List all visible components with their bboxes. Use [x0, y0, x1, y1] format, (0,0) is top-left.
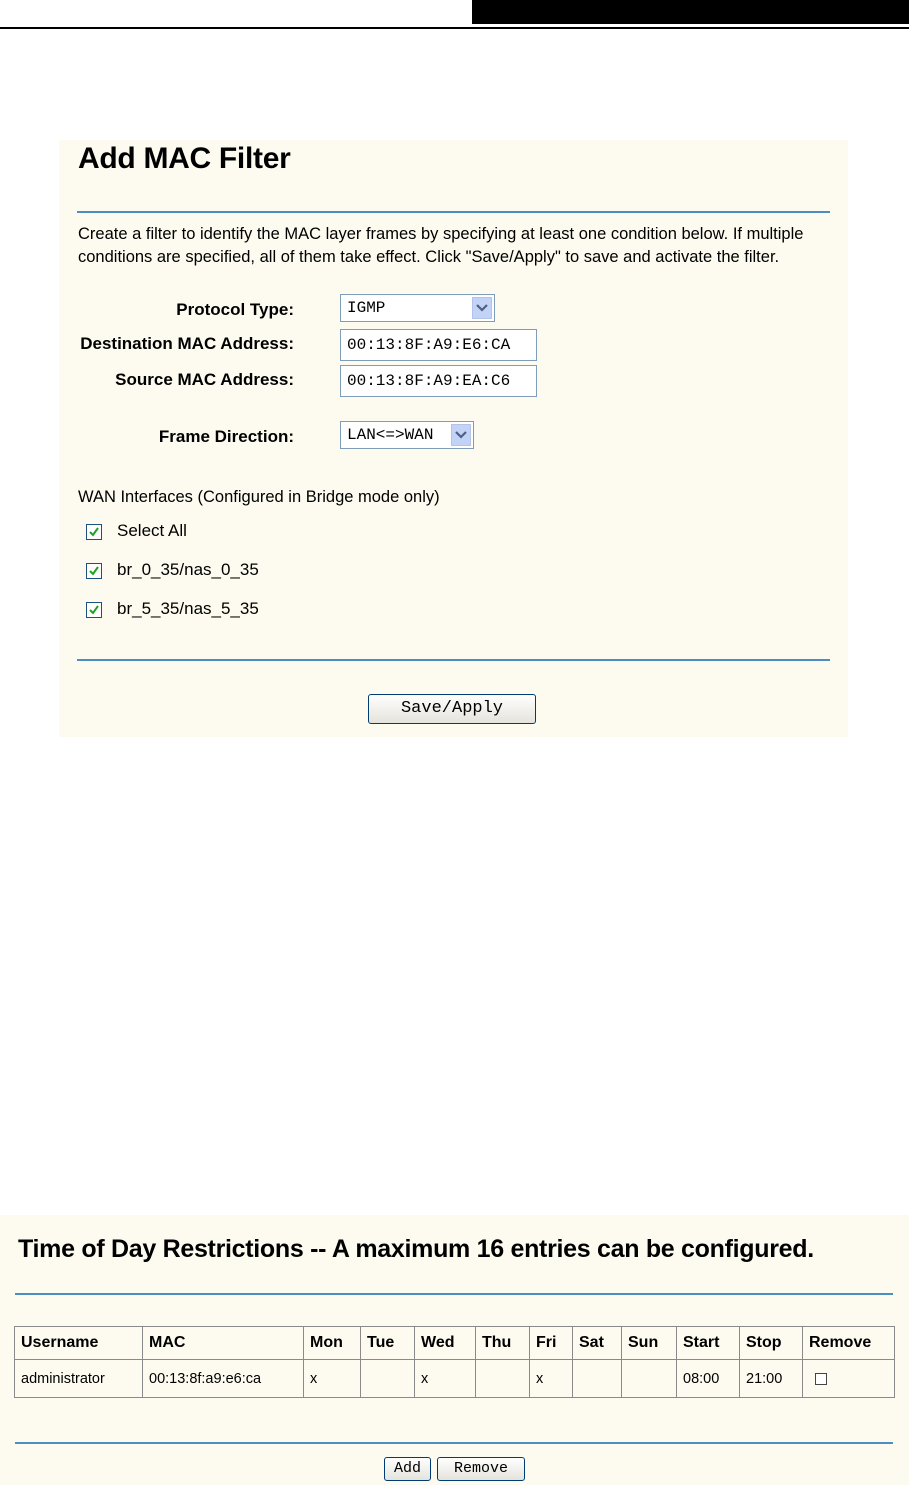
- header-black-bar: [472, 0, 909, 24]
- cell-wed: x: [415, 1360, 476, 1398]
- protocol-type-label: Protocol Type:: [176, 300, 294, 319]
- protocol-type-select[interactable]: [340, 294, 495, 322]
- chevron-down-icon[interactable]: [472, 297, 492, 319]
- cell-mac: 00:13:8f:a9:e6:ca: [143, 1360, 304, 1398]
- wan-interfaces-label: WAN Interfaces (Configured in Bridge mode only): [78, 488, 440, 506]
- protocol-type-value: IGMP: [347, 299, 386, 317]
- column-header: Start: [677, 1327, 740, 1360]
- select-all-checkbox[interactable]: [86, 524, 102, 540]
- remove-button[interactable]: Remove: [437, 1457, 525, 1481]
- interface-label-br5: br_5_35/nas_5_35: [117, 599, 259, 618]
- column-header: Thu: [476, 1327, 530, 1360]
- cell-start: 08:00: [677, 1360, 740, 1398]
- time-of-day-bottom-divider: [15, 1442, 893, 1444]
- cell-mon: x: [304, 1360, 361, 1398]
- column-header: Tue: [361, 1327, 415, 1360]
- column-header: Username: [15, 1327, 143, 1360]
- bottom-divider: [77, 659, 830, 661]
- add-button[interactable]: Add: [384, 1457, 431, 1481]
- column-header: Mon: [304, 1327, 361, 1360]
- cell-fri: x: [530, 1360, 573, 1398]
- interface-checkbox-br0[interactable]: [86, 563, 102, 579]
- frame-direction-select[interactable]: [340, 421, 474, 449]
- frame-direction-value: LAN<=>WAN: [347, 426, 434, 444]
- save-apply-button[interactable]: Save/Apply: [368, 694, 536, 724]
- column-header: Stop: [740, 1327, 803, 1360]
- header-rule: [0, 27, 909, 29]
- checkmark-icon: [88, 565, 100, 577]
- checkmark-icon: [88, 604, 100, 616]
- remove-checkbox[interactable]: [815, 1373, 827, 1385]
- chevron-down-icon[interactable]: [451, 424, 471, 446]
- cell-remove: [803, 1360, 895, 1398]
- source-mac-field[interactable]: [341, 366, 536, 396]
- column-header: Sat: [573, 1327, 622, 1360]
- destination-mac-field[interactable]: [341, 330, 536, 360]
- destination-mac-label: Destination MAC Address:: [80, 334, 294, 353]
- cell-stop: 21:00: [740, 1360, 803, 1398]
- time-of-day-title: Time of Day Restrictions -- A maximum 16 entries can be configured.: [18, 1235, 814, 1263]
- select-all-label: Select All: [117, 521, 187, 540]
- title-divider: [77, 211, 830, 213]
- column-header: Fri: [530, 1327, 573, 1360]
- table-row: [15, 1360, 895, 1398]
- column-header: Remove: [803, 1327, 895, 1360]
- cell-thu: [476, 1360, 530, 1398]
- source-mac-input[interactable]: [340, 365, 537, 397]
- restrictions-table: [14, 1326, 895, 1398]
- cell-sun: [622, 1360, 677, 1398]
- table-header-row: [15, 1327, 895, 1360]
- source-mac-label: Source MAC Address:: [115, 370, 294, 389]
- checkmark-icon: [88, 526, 100, 538]
- interface-checkbox-br5[interactable]: [86, 602, 102, 618]
- cell-sat: [573, 1360, 622, 1398]
- cell-username: administrator: [15, 1360, 143, 1398]
- cell-tue: [361, 1360, 415, 1398]
- column-header: MAC: [143, 1327, 304, 1360]
- interface-label-br0: br_0_35/nas_0_35: [117, 560, 259, 579]
- page-title: Add MAC Filter: [78, 142, 291, 175]
- column-header: Wed: [415, 1327, 476, 1360]
- column-header: Sun: [622, 1327, 677, 1360]
- frame-direction-label: Frame Direction:: [158, 427, 294, 446]
- time-of-day-divider: [15, 1293, 893, 1295]
- description-text: Create a filter to identify the MAC layer frames by specifying at least one condition below. If multiple conditions are specified, all of them take effect. Click "Save/Apply" to save and activate the filter.: [78, 225, 804, 266]
- destination-mac-input[interactable]: [340, 329, 537, 361]
